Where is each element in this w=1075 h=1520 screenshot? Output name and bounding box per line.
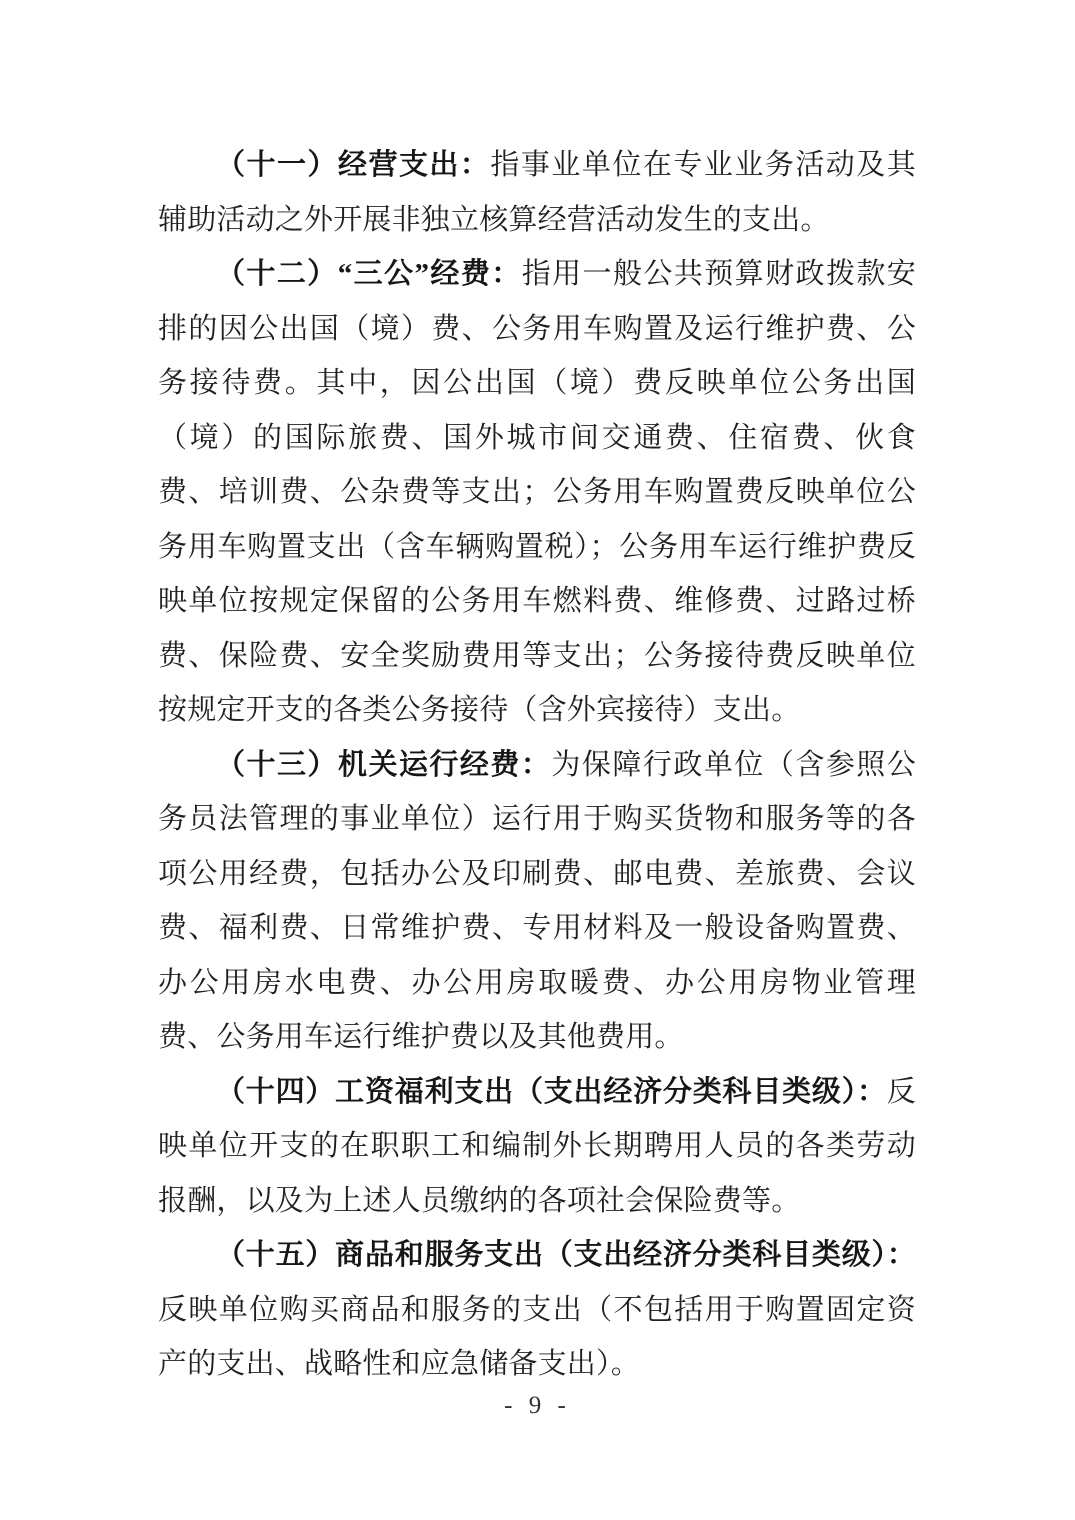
- paragraph-body: 反映单位购买商品和服务的支出（不包括用于购置固定资产的支出、战略性和应急储备支出）。: [158, 1293, 916, 1380]
- paragraph-heading: （十五）商品和服务支出（支出经济分类科目类级）：: [216, 1239, 916, 1271]
- paragraph-heading: （十一）经营支出：: [216, 149, 491, 181]
- document-body: [158, 138, 916, 1392]
- paragraph-body: 反映单位开支的在职职工和编制外长期聘用人员的各类劳动报酬，以及为上述人员缴纳的各项社会保险费等。: [158, 1075, 916, 1217]
- paragraph-heading: （十三）机关运行经费：: [216, 748, 552, 781]
- paragraph-body: 指用一般公共预算财政拨款安排的因公出国（境）费、公务用车购置及运行维护费、公务接待费。其中，因公出国（境）费反映单位公务出国（境）的国际旅费、国外城市间交通费、住宿费、伙食费、培训费、公杂费等支出；公务用车购置费反映单位公务用车购置支出（含车辆购置税）；公务用车运行维护费反映单位按规定保留的公务用车燃料费、维修费、过路过桥费、保险费、安全奖励费用等支出；公务接待费反映单位按规定开支的各类公务接待（含外宾接待）支出。: [158, 258, 916, 726]
- paragraph-11: [158, 138, 916, 247]
- paragraph-13: [158, 738, 916, 1065]
- paragraph-heading: （十四）工资福利支出（支出经济分类科目类级）：: [216, 1075, 887, 1108]
- paragraph-body: 指事业单位在专业业务活动及其辅助活动之外开展非独立核算经营活动发生的支出。: [158, 149, 916, 236]
- paragraph-body: 为保障行政单位（含参照公务员法管理的事业单位）运行用于购买货物和服务等的各项公用经费，包括办公及印刷费、邮电费、差旅费、会议费、福利费、日常维护费、专用材料及一般设备购置费、办公用房水电费、办公用房取暖费、办公用房物业管理费、公务用车运行维护费以及其他费用。: [158, 748, 917, 1053]
- page-number: - 9 -: [504, 1392, 571, 1419]
- paragraph-15: [158, 1228, 916, 1392]
- paragraph-12: [158, 247, 916, 738]
- paragraph-heading: （十二）“三公”经费：: [216, 258, 522, 290]
- paragraph-14: [158, 1065, 916, 1229]
